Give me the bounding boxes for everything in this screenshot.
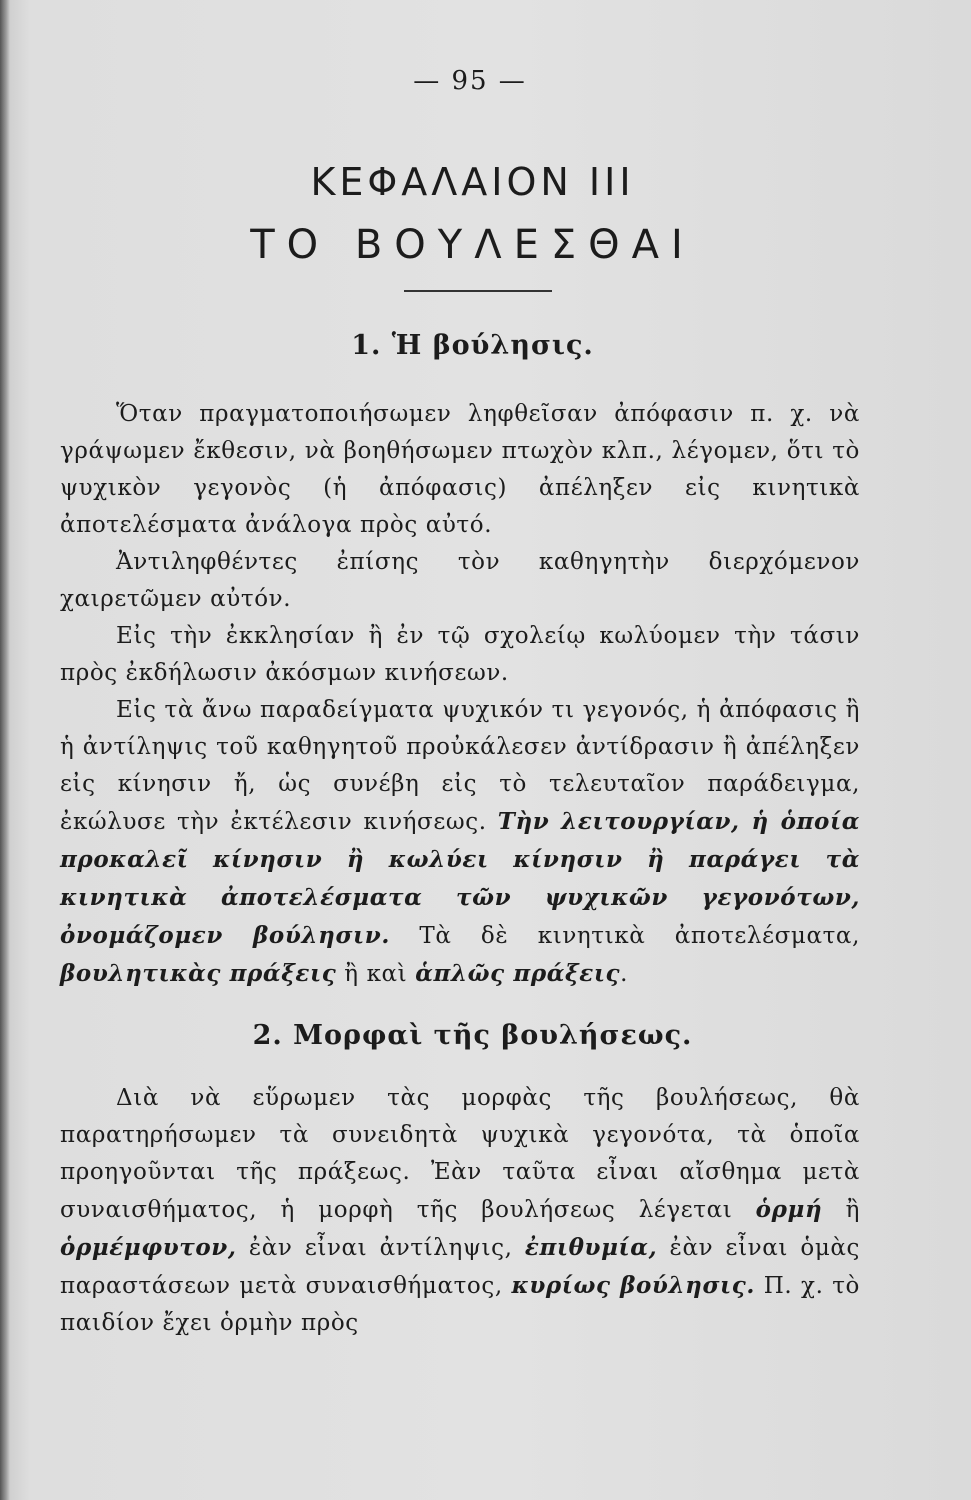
section-2-body	[60, 1080, 860, 1342]
volition-definition: Τὴν λειτουργίαν, ἡ ὁποία προκαλεῖ κίνησιν ἢ κωλύει κίνησιν ἢ παράγει τὰ κινητικὰ ἀποτελέσματα τῶν ψυχικῶν γεγονότων, ὀνομάζομεν βούλησιν.	[60, 808, 860, 949]
page-number: — 95 —	[413, 66, 527, 96]
section-2-heading: 2. Μορφαὶ τῆς βουλήσεως.	[252, 1020, 693, 1051]
section-1-paragraph-4	[60, 692, 860, 993]
section-1-paragraph-1: Ὅταν πραγματοποιήσωμεν ληφθεῖσαν ἀπόφασιν π. χ. νὰ γράψωμεν ἔκθεσιν, νὰ βοηθήσωμεν πτωχὸν κλπ., λέγομεν, ὅτι τὸ ψυχικὸν γεγονὸς (ἡ ἀπόφασις) ἀπέληξεν εἰς κινητικὰ ἀποτελέσματα ἀνάλογα πρὸς αὐτό.	[60, 401, 860, 538]
term-volitional-acts: βουλητικὰς πράξεις	[60, 960, 337, 987]
term-instinct: ὁρμέμφυτον,	[60, 1234, 237, 1261]
title-divider	[404, 290, 552, 292]
paragraph-4-text-a: Εἰς τὰ ἄνω παραδείγματα ψυχικόν τι γεγονός, ἡ ἀπόφασις ἢ ἡ ἀντίληψις τοῦ καθηγητοῦ προὐκάλεσεν ἀντίδρασιν ἢ ἀπέληξεν εἰς κίνησιν ἤ, ὡς συνέβη εἰς τὸ τελευταῖον παράδειγμα, ἐκώλυσε τὴν ἐκτέλεσιν κινήσεως.	[60, 697, 860, 835]
section-2-text-a: Διὰ νὰ εὕρωμεν τὰς μορφὰς τῆς βουλήσεως, θὰ παρατηρήσωμεν τὰ συνειδητὰ ψυχικὰ γεγονότα, τὰ ὁποῖα προηγοῦνται τῆς πράξεως. Ἐὰν ταῦτα εἶναι αἴσθημα μετὰ συναισθήματος, ἡ μορφὴ τῆς βουλήσεως λέγεται	[60, 1085, 860, 1223]
chapter-title: ΤΟ ΒΟΥΛΕΣΘΑΙ	[250, 222, 695, 268]
section-1-body	[60, 396, 860, 993]
paragraph-4-text-e: ἢ καὶ	[344, 961, 408, 987]
section-2-paragraph-1	[60, 1080, 860, 1342]
section-1-heading: 1. Ἡ βούλησις.	[351, 330, 594, 361]
section-2-text-g: ἐὰν εἶναι ὁμὰς παραστάσεων μετὰ συναισθήματος,	[60, 1235, 860, 1299]
term-simply-acts: ἁπλῶς πράξεις	[415, 960, 621, 987]
section-1-paragraph-3: Εἰς τὴν ἐκκλησίαν ἢ ἐν τῷ σχολείῳ κωλύομεν τὴν τάσιν πρὸς ἐκδήλωσιν ἀκόσμων κινήσεων.	[60, 623, 860, 686]
term-impulse: ὁρμή	[755, 1196, 823, 1223]
section-2-text-c: ἢ	[845, 1197, 860, 1223]
paragraph-4-text-c: Τὰ δὲ κινητικὰ ἀποτελέσματα,	[419, 923, 860, 949]
paragraph-4-end: .	[620, 961, 629, 987]
chapter-heading: ΚΕΦΑΛΑΙΟΝ III	[310, 160, 635, 204]
term-desire: ἐπιθυμία,	[524, 1234, 658, 1261]
section-2-text-e: ἐὰν εἶναι ἀντίληψις,	[248, 1235, 513, 1261]
term-will-proper: κυρίως βούλησις.	[511, 1272, 755, 1299]
section-1-paragraph-2: Ἀντιληφθέντες ἐπίσης τὸν καθηγητὴν διερχόμενον χαιρετῶμεν αὐτόν.	[60, 549, 860, 612]
section-2-text-i: Π. χ. τὸ παιδίον ἔχει ὁρμὴν πρὸς	[60, 1273, 860, 1336]
